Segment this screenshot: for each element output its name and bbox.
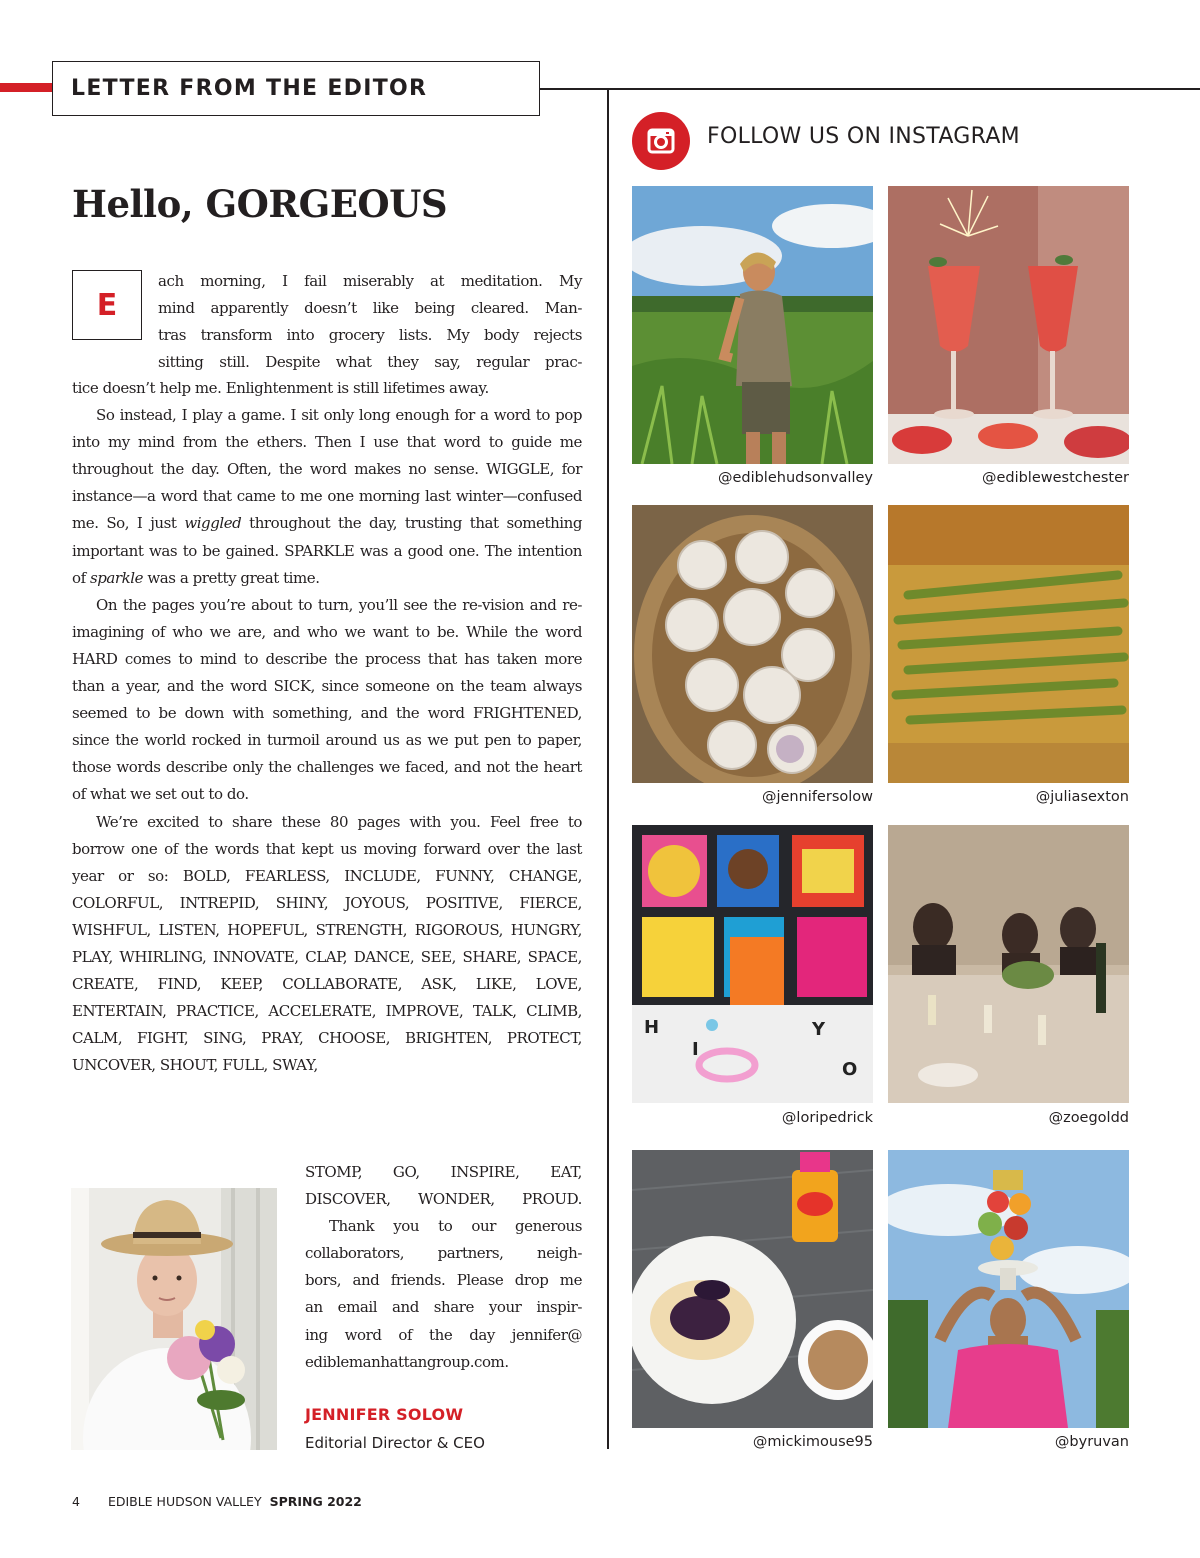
emphasis-text: sparkle xyxy=(90,568,144,587)
instagram-handle[interactable]: @ediblehudsonvalley xyxy=(717,470,873,486)
intro-line: tras transform into grocery lists. My body rejects xyxy=(158,326,582,345)
closing-line: an email and share your inspir- xyxy=(305,1298,582,1317)
closing-line: collaborators, partners, neigh- xyxy=(305,1244,582,1263)
closing-line: ediblemanhattangroup.com. xyxy=(305,1352,509,1371)
instagram-handle[interactable]: @juliasexton xyxy=(1035,789,1129,805)
closing-line: bors, and friends. Please drop me xyxy=(305,1271,582,1290)
section-header xyxy=(52,61,540,116)
editor-portrait-photo xyxy=(71,1188,277,1450)
svg-text:O: O xyxy=(842,1059,858,1080)
author-name: JENNIFER SOLOW xyxy=(305,1405,464,1424)
intro-line: ach morning, I fail miserably at meditation. My xyxy=(158,272,582,290)
page-number: 4 xyxy=(72,1494,80,1509)
publication-name: EDIBLE HUDSON VALLEY xyxy=(107,1494,262,1509)
asparagus-tart-photo[interactable] xyxy=(888,505,1129,783)
breakfast-photo[interactable] xyxy=(632,1150,873,1428)
pop-art-gallery-photo[interactable] xyxy=(632,825,873,1103)
svg-text:Y: Y xyxy=(812,1019,826,1040)
garlic-basket-photo[interactable] xyxy=(632,505,873,783)
dinner-party-photo[interactable] xyxy=(888,825,1129,1103)
fruit-headdress-photo[interactable] xyxy=(888,1150,1129,1428)
headline: Hello, GORGEOUS xyxy=(72,182,448,226)
issue-name: SPRING 2022 xyxy=(269,1494,362,1509)
intro-continuation: tice doesn’t help me. Enlightenment is still lifetimes away. xyxy=(72,379,489,397)
svg-text:H: H xyxy=(644,1017,660,1038)
instagram-icon[interactable] xyxy=(632,112,690,170)
drop-cap: E xyxy=(72,270,142,340)
word-line: DISCOVER, WONDER, PROUD. xyxy=(305,1190,582,1209)
sparkler-cocktails-photo[interactable] xyxy=(888,186,1129,464)
paragraph-text: So instead, I play a game. I sit only long enough for a word to pop into my mind from the ethers. Then I use that word to guide me throughout the day. Often, the word makes no sense. WIGGLE, for instance—a word that came to me one morning last winter—confused me. So, I just xyxy=(72,406,582,533)
closing-line: Thank you to our generous xyxy=(329,1217,582,1236)
closing-line: ing word of the day jennifer@ xyxy=(305,1325,582,1344)
instagram-handle[interactable]: @loripedrick xyxy=(781,1110,873,1126)
emphasis-text: wiggled xyxy=(184,514,242,533)
paragraph xyxy=(72,402,582,592)
article-body-continued xyxy=(305,1159,582,1376)
instagram-handle[interactable]: @ediblewestchester xyxy=(981,470,1129,486)
intro-line: mind apparently doesn’t like being cleared. Man- xyxy=(158,299,582,318)
instagram-handle[interactable]: @zoegoldd xyxy=(1048,1110,1129,1126)
woman-in-field-photo[interactable] xyxy=(632,186,873,464)
svg-text:I: I xyxy=(692,1039,699,1060)
header-rule xyxy=(540,88,1200,90)
paragraph-text: was a pretty great time. xyxy=(143,568,320,587)
column-divider xyxy=(607,89,609,1449)
header-accent-bar xyxy=(0,83,52,92)
author-title: Editorial Director & CEO xyxy=(305,1434,485,1452)
instagram-handle[interactable]: @jennifersolow xyxy=(761,789,873,805)
paragraph-text: throughout the day, trusting that something important was to be gained. SPARKLE was a good one. The intention of xyxy=(72,514,582,587)
intro-line: sitting still. Despite what they say, regular prac- xyxy=(158,353,582,372)
paragraph: On the pages you’re about to turn, you’ll see the re-vision and re-imagining of who we are, and who we want to be. While the word HARD comes to mind to describe the process that has taken more than a year, and the word SICK, since someone on the team always seemed to be down with something, and the word FRIGHTENED, since the world rocked in turmoil around us as we put pen to paper, those words describe only the challenges we faced, and not the heart of what we set out to do. xyxy=(72,595,582,804)
instagram-handle[interactable]: @byruvan xyxy=(1054,1434,1129,1450)
instagram-handle[interactable]: @mickimouse95 xyxy=(752,1434,873,1450)
section-header-title: LETTER FROM THE EDITOR xyxy=(71,76,428,101)
instagram-follow-heading[interactable]: FOLLOW US ON INSTAGRAM xyxy=(707,124,1020,149)
article-body xyxy=(72,375,582,1079)
intro-text xyxy=(158,268,582,376)
paragraph: We’re excited to share these 80 pages with you. Feel free to borrow one of the words that kept us moving forward over the last year or so: BOLD, FEARLESS, INCLUDE, FUNNY, CHANGE, COLORFUL, INTREPID, SHINY, JOYOUS, POSITIVE, FIERCE, WISHFUL, LISTEN, HOPEFUL, STRENGTH, RIGOROUS, HUNGRY, PLAY, WHIRLING, INNOVATE, CLAP, DANCE, SEE, SHARE, SPACE, CREATE, FIND, KEEP, COLLABORATE, ASK, LIKE, LOVE, ENTERTAIN, PRACTICE, ACCELERATE, IMPROVE, TALK, CLIMB, CALM, FIGHT, SING, PRAY, CHOOSE, BRIGHTEN, PROTECT, UNCOVER, SHOUT, FULL, SWAY, xyxy=(72,812,582,1075)
page-footer xyxy=(72,1494,362,1509)
word-line: STOMP, GO, INSPIRE, EAT, xyxy=(305,1163,582,1181)
